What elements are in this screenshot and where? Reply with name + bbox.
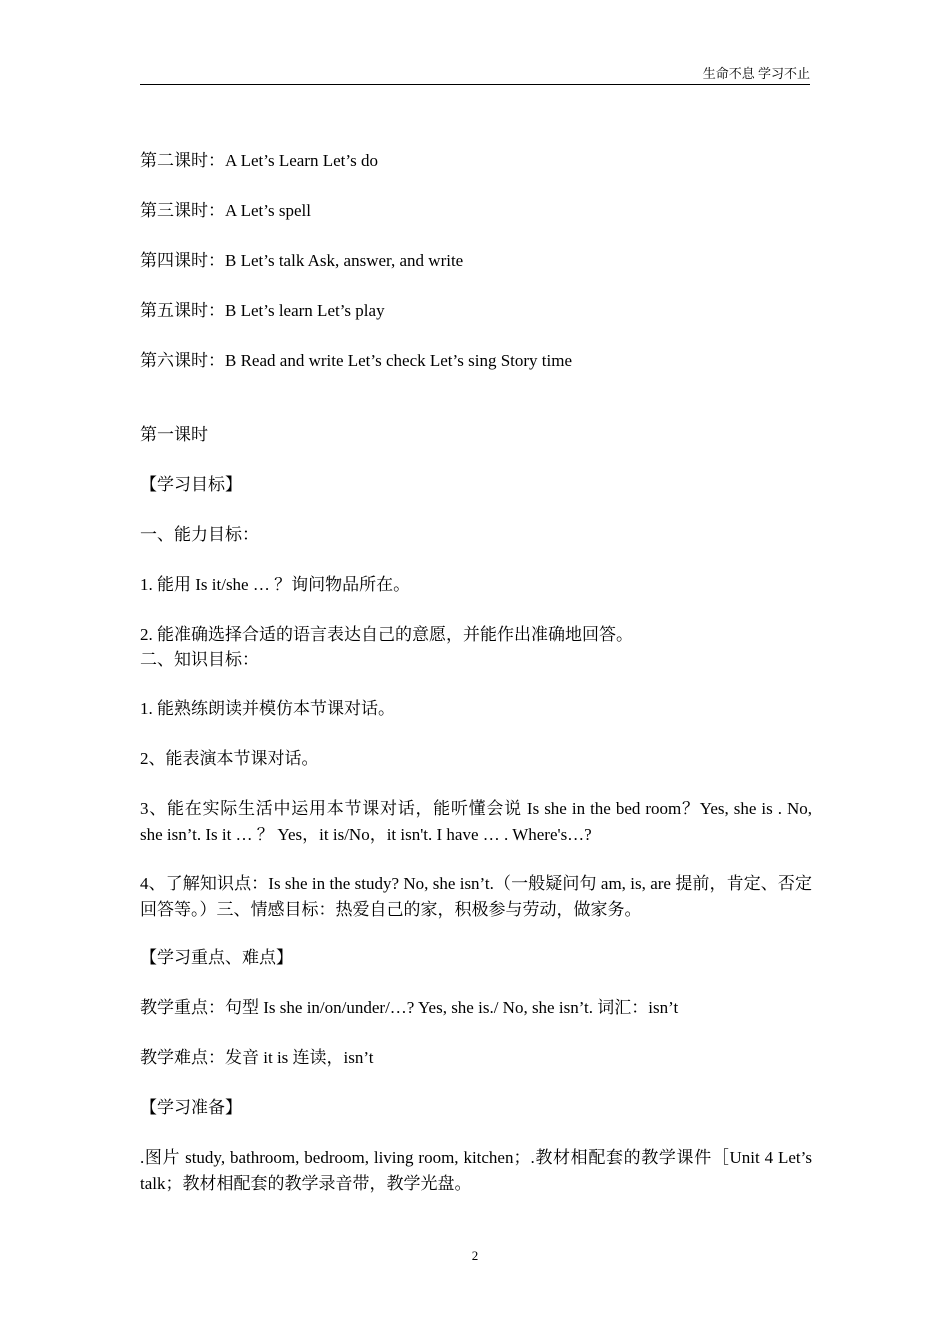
ability-heading: 一、能力目标： [140,525,259,544]
knowledge-heading: 二、知识目标： [140,650,259,669]
preparation-text: .图片 study, bathroom, bedroom, living room, kitchen；.教材相配套的教学课件［Unit 4 Let’s talk；教材相配套的教学录音带，教学光盘。 [140,1148,812,1193]
knowledge-item-4: 4、了解知识点：Is she in the study? No, she isn’t.（一般疑问句 am, is, are 提前，肯定、否定回答等。）三、情感目标：热爱自己的家，积极参与劳动，做家务。 [140,874,812,919]
ability-item-2: 2. 能准确选择合适的语言表达自己的意愿，并能作出准确地回答。 [140,625,633,644]
knowledge-item-2: 2、能表演本节课对话。 [140,749,319,768]
section-title: 第一课时 [140,425,208,444]
ability-item-1: 1. 能用 Is it/she … ？询问物品所在。 [140,575,411,594]
lesson-6: 第六课时：B Read and write Let’s check Let’s sing Story time [140,351,573,370]
page-header: 生命不息 学习不止 [140,66,810,85]
objectives-heading: 【学习目标】 [140,475,242,494]
lesson-5: 第五课时：B Let’s learn Let’s play [140,301,385,320]
lesson-4: 第四课时：B Let’s talk Ask, answer, and write [140,251,464,270]
key-points-heading: 【学习重点、难点】 [140,948,293,967]
teaching-focus: 教学重点：句型 Is she in/on/under/…? Yes, she is./ No, she isn’t. 词汇：isn’t [140,998,679,1017]
teaching-difficulty: 教学难点：发音 it is 连读，isn’t [140,1048,374,1067]
knowledge-item-1: 1. 能熟练朗读并模仿本节课对话。 [140,699,395,718]
lesson-2: 第二课时：A Let’s Learn Let’s do [140,151,378,170]
page-number: 2 [471,1248,479,1263]
preparation-heading: 【学习准备】 [140,1098,242,1117]
knowledge-item-3: 3、能在实际生活中运用本节课对话，能听懂会说 Is she in the bed room？Yes, she is . No, she isn’t. Is it … ？ Yes，it is/No，it isn't. I have … . Where's…? [140,799,812,844]
lesson-3: 第三课时：A Let’s spell [140,201,311,220]
